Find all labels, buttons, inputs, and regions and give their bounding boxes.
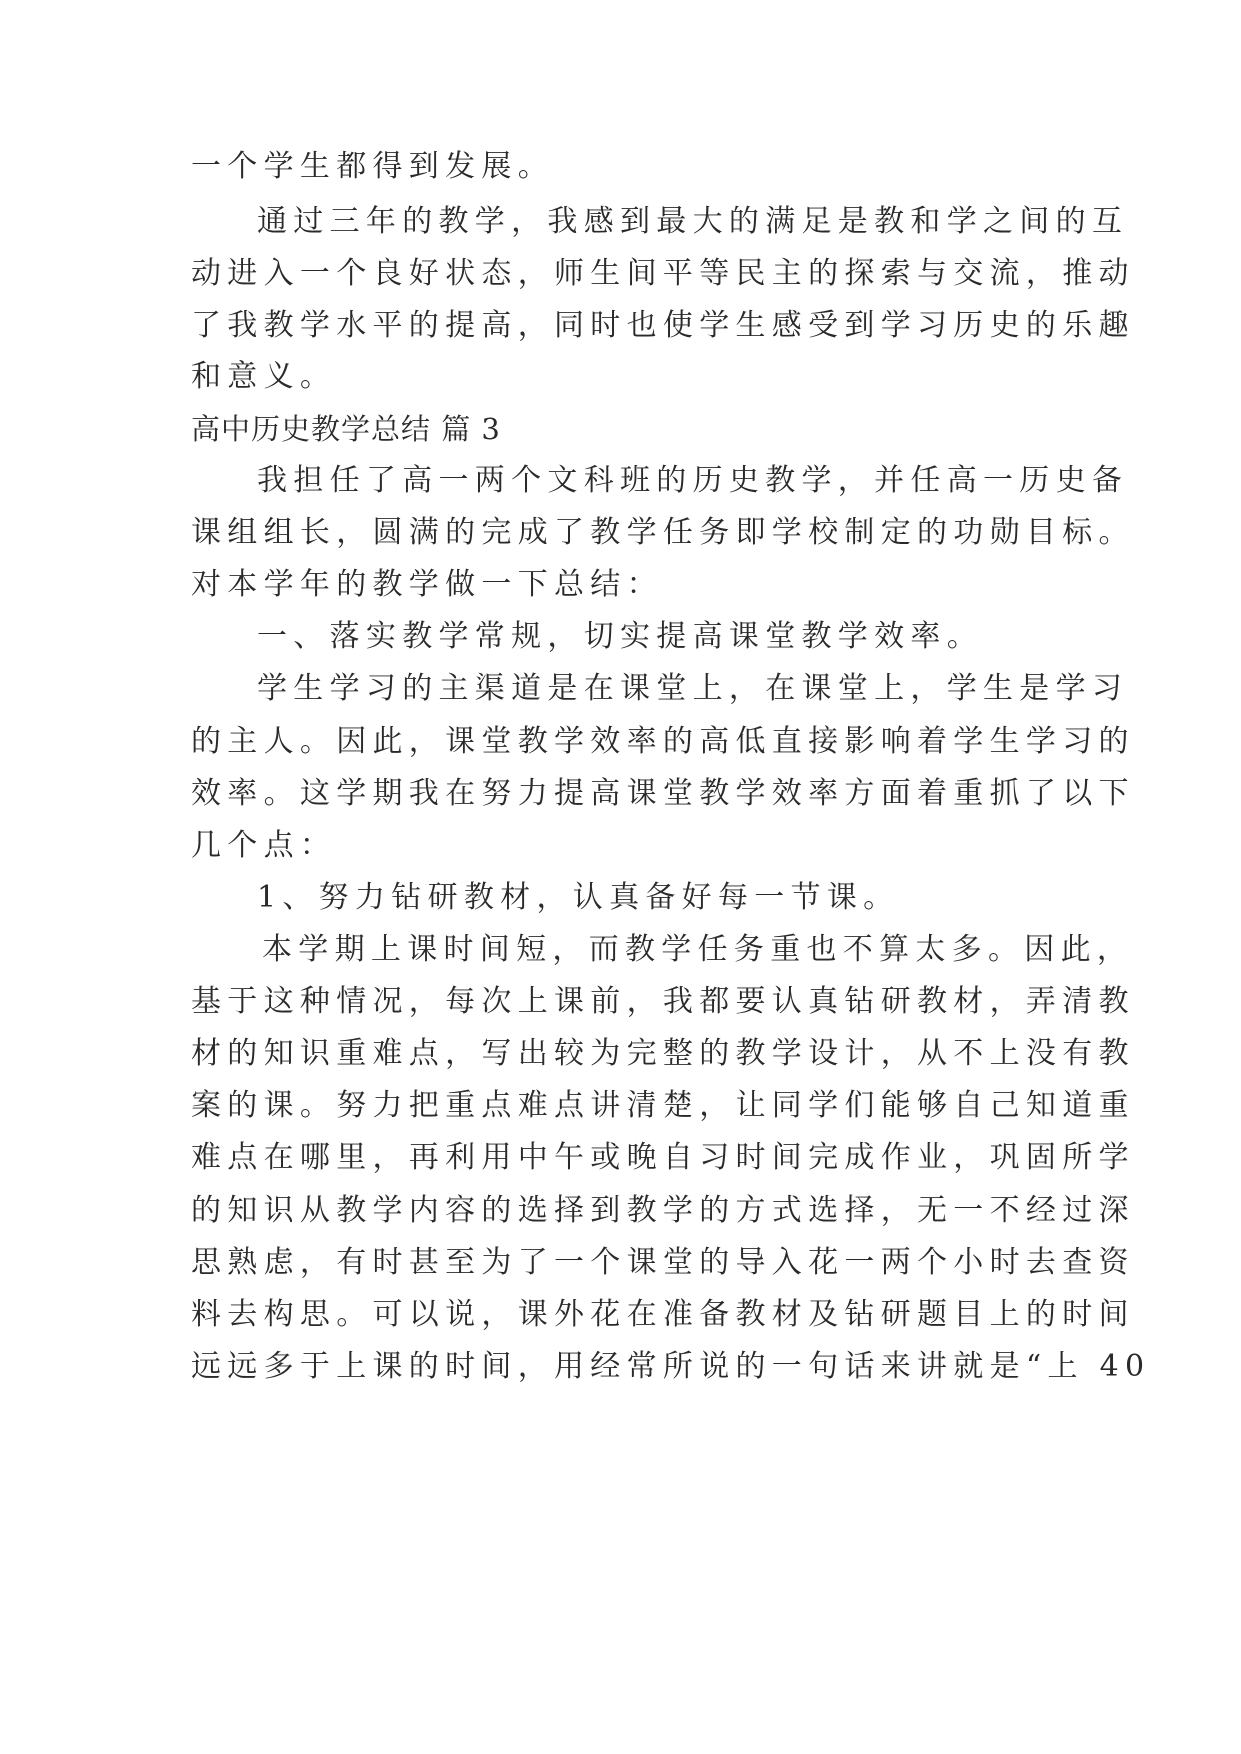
paragraph-line: 动进入一个良好状态，师生间平等民主的探索与交流，推动 bbox=[191, 256, 1135, 291]
paragraph-line: 难点在哪里，再利用中午或晚自习时间完成作业，巩固所学 bbox=[191, 1140, 1135, 1175]
paragraph-line: 思熟虑，有时甚至为了一个课堂的导入花一两个小时去查资 bbox=[191, 1245, 1135, 1280]
paragraph-line: 了我教学水平的提高，同时也使学生感受到学习历史的乐趣 bbox=[191, 308, 1135, 343]
paragraph-line: 几个点： bbox=[191, 828, 337, 863]
paragraph-line: 基于这种情况，每次上课前，我都要认真钻研教材，弄清教 bbox=[191, 984, 1135, 1019]
paragraph-line: 对本学年的教学做一下总结： bbox=[191, 567, 663, 602]
subheading-line: 一、落实教学常规，切实提高课堂教学效率。 bbox=[257, 619, 983, 654]
paragraph-line: 通过三年的教学，我感到最大的满足是教和学之间的互 bbox=[257, 204, 1129, 239]
subheading-line: 1、努力钻研教材，认真备好每一节课。 bbox=[257, 880, 900, 915]
paragraph-line: 一个学生都得到发展。 bbox=[191, 149, 554, 184]
paragraph-line: 的知识从教学内容的选择到教学的方式选择，无一不经过深 bbox=[191, 1193, 1135, 1228]
paragraph-line: 的主人。因此，课堂教学效率的高低直接影响着学生学习的 bbox=[191, 724, 1135, 759]
paragraph-line: 案的课。努力把重点难点讲清楚，让同学们能够自己知道重 bbox=[191, 1088, 1135, 1123]
section-heading: 高中历史教学总结 篇 3 bbox=[191, 412, 501, 446]
paragraph-line: 本学期上课时间短，而教学任务重也不算太多。因此， bbox=[262, 932, 1134, 967]
paragraph-line: 我担任了高一两个文科班的历史教学，并任高一历史备 bbox=[257, 463, 1129, 498]
paragraph-line: 和意义。 bbox=[191, 359, 337, 394]
paragraph-line: 课组组长，圆满的完成了教学任务即学校制定的功勋目标。 bbox=[191, 515, 1135, 550]
paragraph-line: 远远多于上课的时间，用经常所说的一句话来讲就是“上 40 bbox=[191, 1349, 1151, 1384]
paragraph-line: 学生学习的主渠道是在课堂上，在课堂上，学生是学习 bbox=[257, 671, 1129, 706]
paragraph-line: 效率。这学期我在努力提高课堂教学效率方面着重抓了以下 bbox=[191, 776, 1135, 811]
paragraph-line: 料去构思。可以说，课外花在准备教材及钻研题目上的时间 bbox=[191, 1297, 1135, 1332]
paragraph-line: 材的知识重难点，写出较为完整的教学设计，从不上没有教 bbox=[191, 1036, 1135, 1071]
